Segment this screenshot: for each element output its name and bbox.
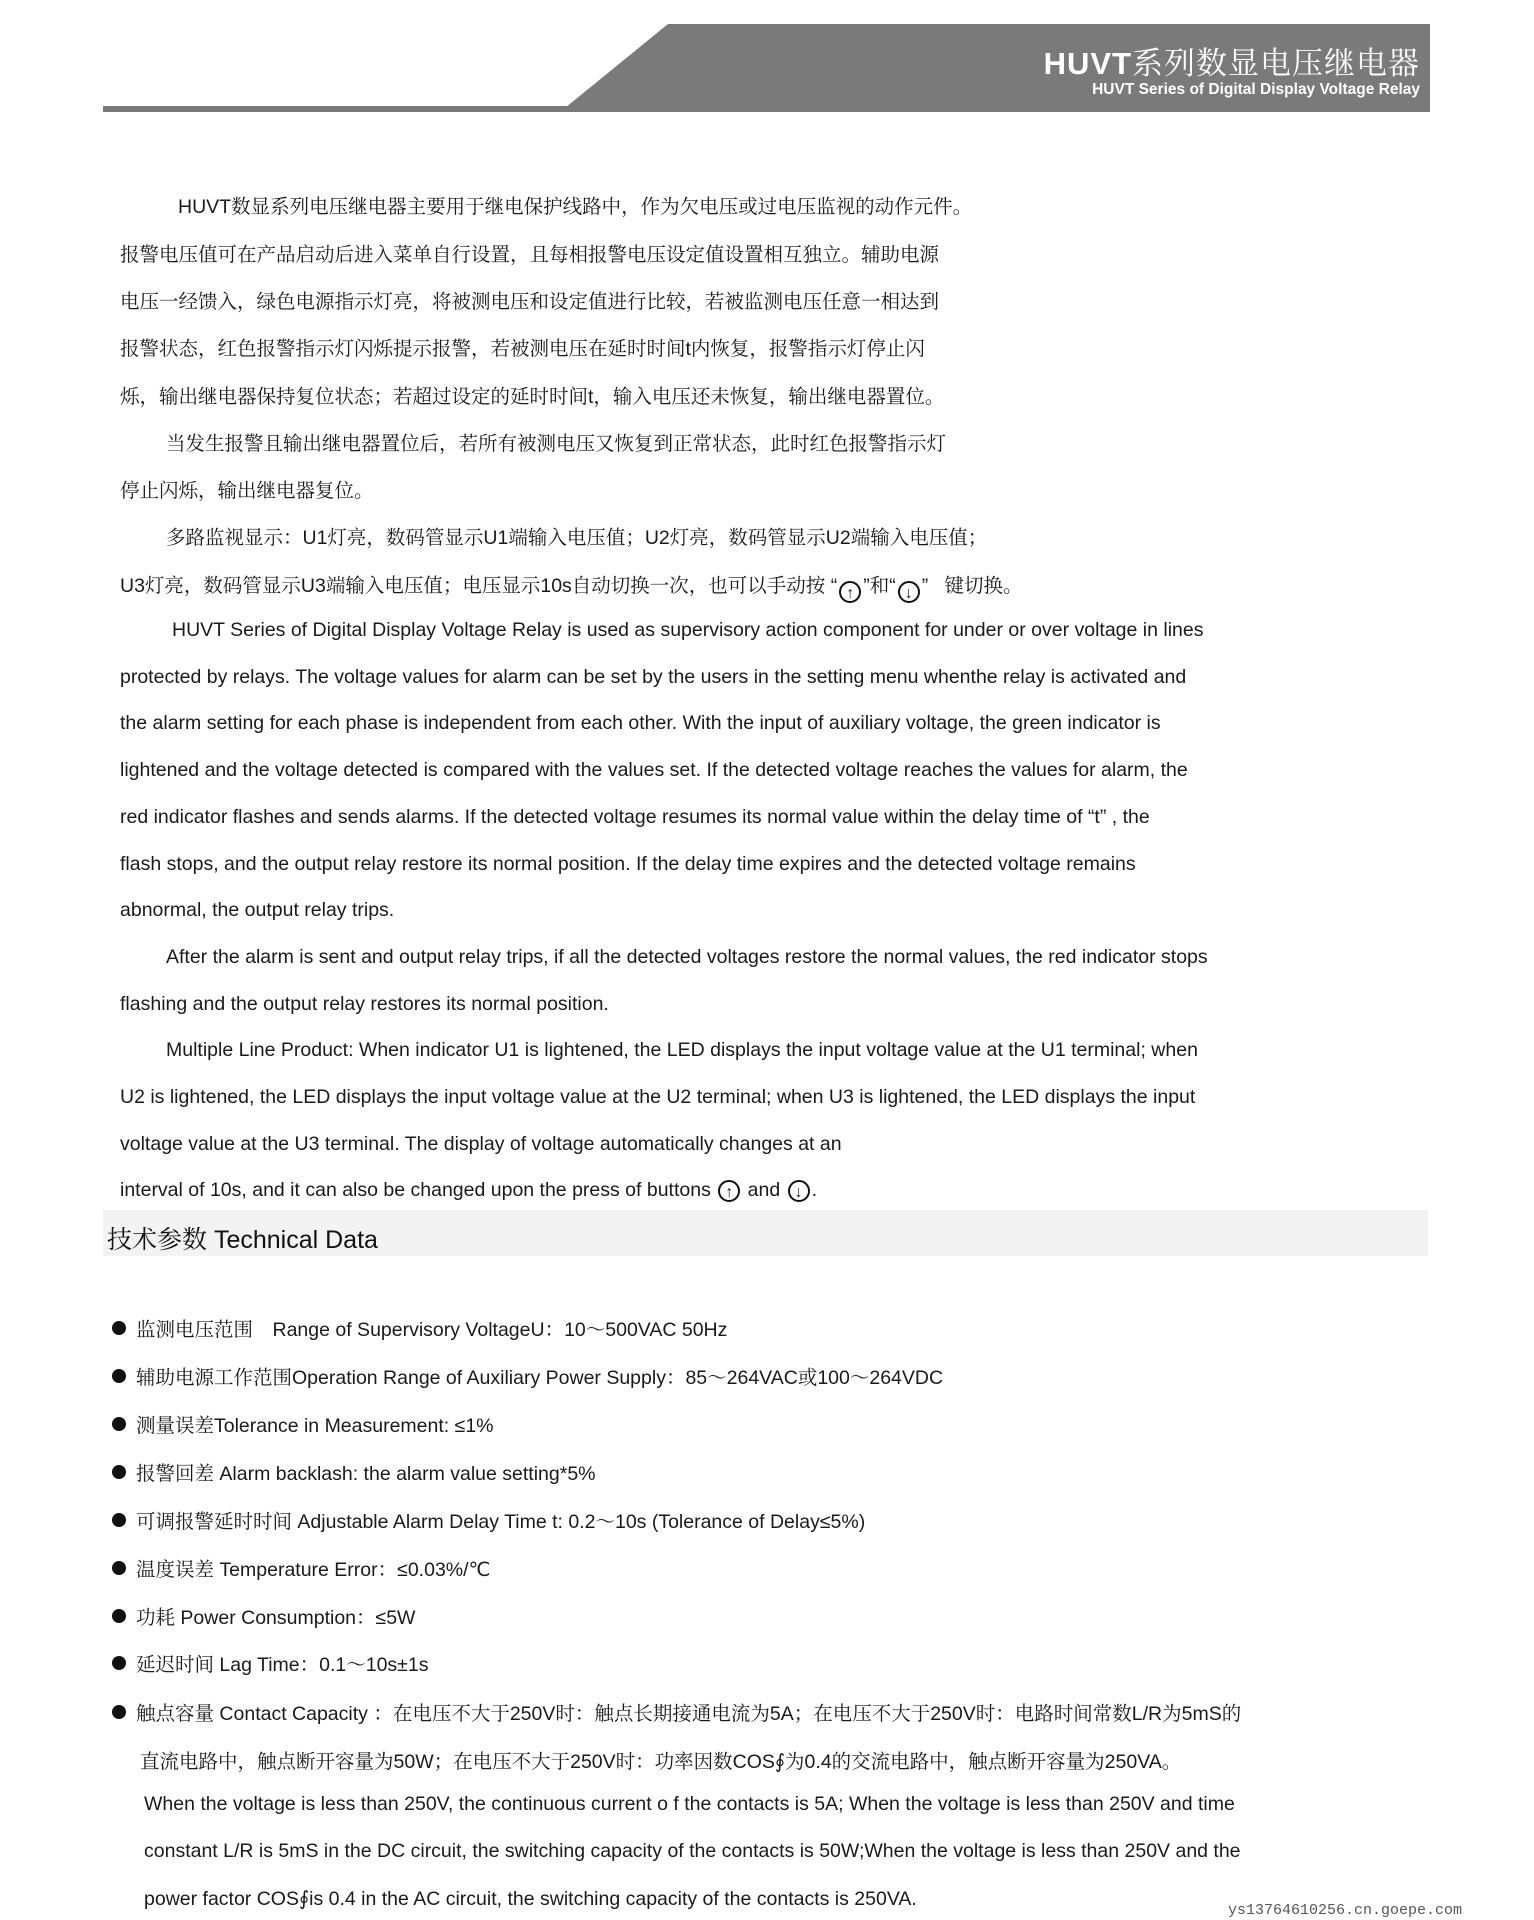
cn-p1-line: 报警电压值可在产品启动后进入菜单自行设置，且每相报警电压设定值设置相互独立。辅助电源 [120, 244, 940, 266]
cn-p1-line: 报警状态，红色报警指示灯闪烁提示报警，若被测电压在延时时间t内恢复，报警指示灯停止闪 [120, 338, 925, 360]
up-arrow-button-icon: ↑ [718, 1180, 740, 1202]
spec-text: 延迟时间 Lag Time：0.1～10s±1s [136, 1654, 429, 1676]
quote-close: ” [921, 575, 929, 597]
spec-text: 监测电压范围 Range of Supervisory VoltageU：10～500VAC 50Hz [136, 1319, 728, 1341]
en-p3-line: U2 is lightened, the LED displays the input voltage value at the U2 terminal; when U3 is lightened, the LED displays the input [120, 1086, 1196, 1108]
bullet-icon [112, 1321, 126, 1335]
en-p1-line: lightened and the voltage detected is compared with the values set. If the detected voltage reaches the values for alarm, the [120, 759, 1188, 781]
spec-item [112, 1410, 494, 1438]
en-p1-line: the alarm setting for each phase is independent from each other. With the input of auxiliary voltage, the green indicator is [120, 712, 1161, 734]
contact-capacity-line: When the voltage is less than 250V, the continuous current o f the contacts is 5A; When the voltage is less than 250V and time [144, 1793, 1235, 1815]
en-p3-line [120, 1179, 817, 1202]
en-p1-line: abnormal, the output relay trips. [120, 899, 395, 921]
watermark: ys13764610256.cn.goepe.com [1228, 1902, 1463, 1919]
spec-item [112, 1602, 415, 1630]
bullet-icon [112, 1561, 126, 1575]
bullet-icon [112, 1513, 126, 1527]
section-title: 技术参数 Technical Data [107, 1226, 378, 1254]
bullet-icon [112, 1417, 126, 1431]
contact-capacity-line: 直流电路中，触点断开容量为50W；在电压不大于250V时：功率因数COS∮为0.4的交流电路中，触点断开容量为250VA。 [140, 1751, 1182, 1773]
technical-data-header [103, 1210, 1428, 1256]
bullet-icon [112, 1705, 126, 1719]
cn-p1-line: 烁，输出继电器保持复位状态；若超过设定的延时时间t，输入电压还未恢复，输出继电器置位。 [120, 386, 945, 408]
cn-p2-line: 当发生报警且输出继电器置位后，若所有被测电压又恢复到正常状态，此时红色报警指示灯 [166, 433, 947, 455]
spec-text: 辅助电源工作范围Operation Range of Auxiliary Power Supply：85～264VAC或100～264VDC [136, 1367, 944, 1389]
bullet-icon [112, 1609, 126, 1623]
down-arrow-button-icon: ↓ [898, 581, 920, 603]
spec-item [112, 1362, 943, 1390]
spec-text: 报警回差 Alarm backlash: the alarm value setting*5% [136, 1463, 596, 1485]
en-period: . [811, 1179, 818, 1201]
spec-item [112, 1698, 1241, 1726]
header-banner [0, 0, 1534, 120]
en-and-text: and [747, 1179, 781, 1201]
en-p2-line: flashing and the output relay restores its normal position. [120, 993, 609, 1015]
cn-p3-text: U3灯亮，数码管显示U3端输入电压值；电压显示10s自动切换一次，也可以手动按 [120, 575, 826, 597]
bullet-icon [112, 1369, 126, 1383]
en-p1-line: flash stops, and the output relay restore its normal position. If the delay time expires and the detected voltage remains [120, 853, 1136, 875]
spec-text: 温度误差 Temperature Error：≤0.03%/℃ [136, 1559, 491, 1581]
spec-item [112, 1506, 865, 1534]
up-arrow-button-icon: ↑ [839, 581, 861, 603]
cn-p3-line [120, 570, 1023, 603]
en-p3-line: voltage value at the U3 terminal. The display of voltage automatically changes at an [120, 1133, 842, 1155]
spec-item [112, 1314, 727, 1342]
spec-item [112, 1458, 596, 1486]
cn-p3-text-end: 键切换。 [944, 575, 1023, 597]
page-subtitle: HUVT Series of Digital Display Voltage Relay [1092, 81, 1420, 98]
en-p1-line: red indicator flashes and sends alarms. If the detected voltage resumes its normal value within the delay time of “t” , the [120, 806, 1150, 828]
en-p1-line: HUVT Series of Digital Display Voltage Relay is used as supervisory action component for under or over voltage in lines [172, 619, 1204, 641]
cn-p1-line: HUVT数显系列电压继电器主要用于继电保护线路中，作为欠电压或过电压监视的动作元件。 [178, 196, 973, 218]
cn-p2-line: 停止闪烁，输出继电器复位。 [120, 480, 374, 502]
en-p1-line: protected by relays. The voltage values for alarm can be set by the users in the setting menu whenthe relay is activated and [120, 666, 1187, 688]
cn-p3-line: 多路监视显示：U1灯亮，数码管显示U1端输入电压值；U2灯亮，数码管显示U2端输入电压值； [166, 527, 988, 549]
contact-capacity-line: constant L/R is 5mS in the DC circuit, the switching capacity of the contacts is 50W;When the voltage is less than 250V and the [144, 1840, 1241, 1862]
quote-and: ”和“ [863, 575, 896, 597]
spec-item [112, 1554, 490, 1582]
spec-text: 触点容量 Contact Capacity ：在电压不大于250V时：触点长期接通电流为5A；在电压不大于250V时：电路时间常数L/R为5mS的 [136, 1703, 1242, 1725]
spec-item [112, 1649, 428, 1677]
en-p2-line: After the alarm is sent and output relay trips, if all the detected voltages restore the normal values, the red indicator stops [166, 946, 1208, 968]
en-p3-text: interval of 10s, and it can also be changed upon the press of buttons [120, 1179, 711, 1201]
contact-capacity-line: power factor COS∮is 0.4 in the AC circuit, the switching capacity of the contacts is 250VA. [144, 1888, 917, 1910]
quote-open: “ [830, 575, 838, 597]
bullet-icon [112, 1656, 126, 1670]
bullet-icon [112, 1465, 126, 1479]
page-title: HUVT系列数显电压继电器 [1043, 46, 1420, 81]
en-p3-line: Multiple Line Product: When indicator U1 is lightened, the LED displays the input voltage value at the U1 terminal; when [166, 1039, 1198, 1061]
cn-p1-line: 电压一经馈入，绿色电源指示灯亮，将被测电压和设定值进行比较，若被监测电压任意一相达到 [120, 291, 940, 313]
spec-text: 功耗 Power Consumption：≤5W [136, 1607, 416, 1629]
spec-text: 测量误差Tolerance in Measurement: ≤1% [136, 1415, 494, 1437]
down-arrow-button-icon: ↓ [788, 1180, 810, 1202]
spec-text: 可调报警延时时间 Adjustable Alarm Delay Time t: 0.2～10s (Tolerance of Delay≤5%) [136, 1511, 866, 1533]
